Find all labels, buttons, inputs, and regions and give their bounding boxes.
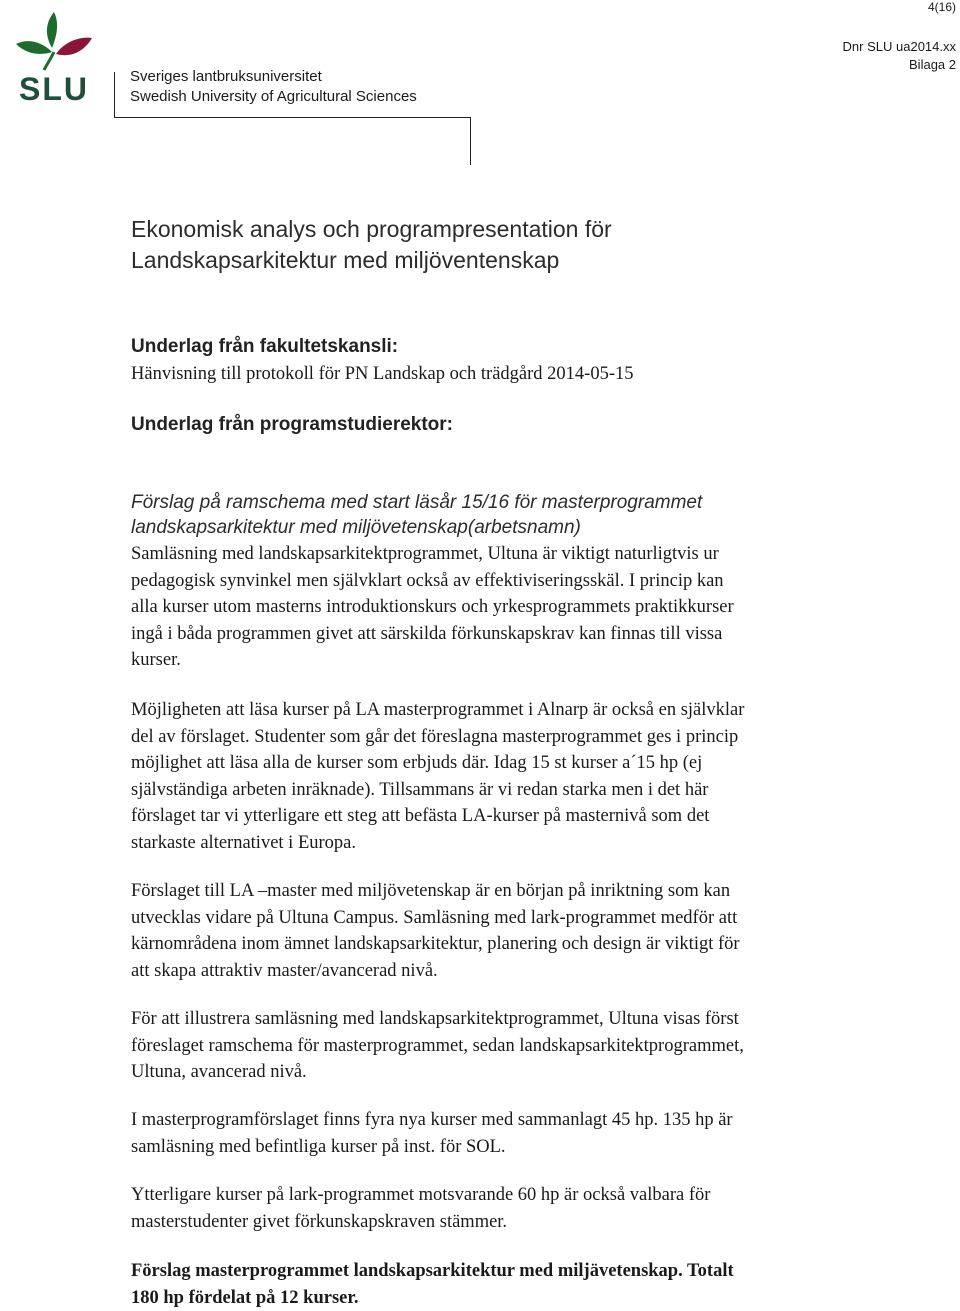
paragraph-4	[131, 1006, 811, 1086]
paragraph-3	[131, 878, 811, 984]
proposal-line: Förslag på ramschema med start läsår 15/16 för masterprogrammet	[131, 490, 702, 515]
university-name-sv: Sveriges lantbruksuniversitet	[130, 68, 322, 85]
paragraph-line: starkaste alternativet i Europa.	[131, 830, 811, 857]
paragraph-line: Samläsning med landskapsarkitektprogrammet, Ultuna är viktigt naturligtvis ur	[131, 541, 811, 568]
paragraph-line: förslaget tar vi ytterligare ett steg att befästa LA-kurser på masternivå som det	[131, 803, 811, 830]
paragraph-7-summary	[131, 1258, 811, 1311]
paragraph-line: pedagogisk synvinkel men självklart också av effektiviseringsskäl. I princip kan	[131, 568, 811, 595]
paragraph-line: I masterprogramförslaget finns fyra nya kurser med sammanlagt 45 hp. 135 hp är	[131, 1107, 811, 1134]
paragraph-2	[131, 697, 811, 856]
paragraph-line: möjlighet att läsa alla de kurser som erbjuds där. Idag 15 st kurser a´15 hp (ej	[131, 750, 811, 777]
document-title	[131, 214, 612, 276]
paragraph-line: Förslaget till LA –master med miljövetenskap är en början på inriktning som kan	[131, 878, 811, 905]
page-number: 4(16)	[928, 0, 956, 14]
header-rule-vertical-right	[470, 117, 471, 165]
faculty-reference: Hänvisning till protokoll för PN Landskap och trädgård 2014-05-15	[131, 364, 634, 385]
paragraph-line: kärnområdena inom ämnet landskapsarkitektur, planering och design är viktigt för	[131, 931, 811, 958]
heading-faculty: Underlag från fakultetskansli:	[131, 336, 398, 358]
logo-text: SLU	[19, 71, 89, 104]
proposal-line: landskapsarkitektur med miljövetenskap(arbetsnamn)	[131, 515, 702, 540]
heading-programme: Underlag från programstudierektor:	[131, 414, 453, 436]
paragraph-5	[131, 1107, 811, 1160]
paragraph-line: självständiga arbeten inräknade). Tillsammans är vi redan starka men i det här	[131, 777, 811, 804]
paragraph-line: 180 hp fördelat på 12 kurser.	[131, 1285, 811, 1311]
paragraph-6	[131, 1182, 811, 1235]
header-rule-vertical-left	[114, 72, 115, 118]
title-line: Ekonomisk analys och programpresentation för	[131, 214, 612, 245]
paragraph-line: föreslaget ramschema för masterprogrammet, sedan landskapsarkitektprogrammet,	[131, 1033, 811, 1060]
paragraph-line: del av förslaget. Studenter som går det föreslagna masterprogrammet ges i princip	[131, 724, 811, 751]
university-name-en: Swedish University of Agricultural Sciences	[130, 88, 417, 105]
paragraph-line: masterstudenter givet förkunskapskraven stämmer.	[131, 1209, 811, 1236]
paragraph-line: ingå i båda programmen givet att särskilda förkunskapskrav kan finnas till vissa	[131, 621, 811, 648]
paragraph-line: Förslag masterprogrammet landskapsarkitektur med miljävetenskap. Totalt	[131, 1258, 811, 1285]
appendix-label: Bilaga 2	[843, 56, 956, 74]
dnr-number: Dnr SLU ua2014.xx	[843, 38, 956, 56]
paragraph-line: kurser.	[131, 647, 811, 674]
paragraph-line: Möjligheten att läsa kurser på LA masterprogrammet i Alnarp är också en självklar	[131, 697, 811, 724]
document-reference	[843, 38, 956, 74]
header-rule-horizontal	[114, 117, 471, 118]
paragraph-1	[131, 541, 811, 674]
paragraph-line: att skapa attraktiv master/avancerad nivå.	[131, 958, 811, 985]
proposal-heading	[131, 490, 702, 540]
paragraph-line: För att illustrera samläsning med landskapsarkitektprogrammet, Ultuna visas först	[131, 1006, 811, 1033]
paragraph-line: Ytterligare kurser på lark-programmet motsvarande 60 hp är också valbara för	[131, 1182, 811, 1209]
paragraph-line: alla kurser utom masterns introduktionskurs och yrkesprogrammets praktikkurser	[131, 594, 811, 621]
paragraph-line: utvecklas vidare på Ultuna Campus. Samläsning med lark-programmet medför att	[131, 905, 811, 932]
slu-logo-icon	[6, 8, 102, 104]
paragraph-line: Ultuna, avancerad nivå.	[131, 1059, 811, 1086]
title-line: Landskapsarkitektur med miljöventenskap	[131, 245, 612, 276]
paragraph-line: samläsning med befintliga kurser på inst. för SOL.	[131, 1134, 811, 1161]
